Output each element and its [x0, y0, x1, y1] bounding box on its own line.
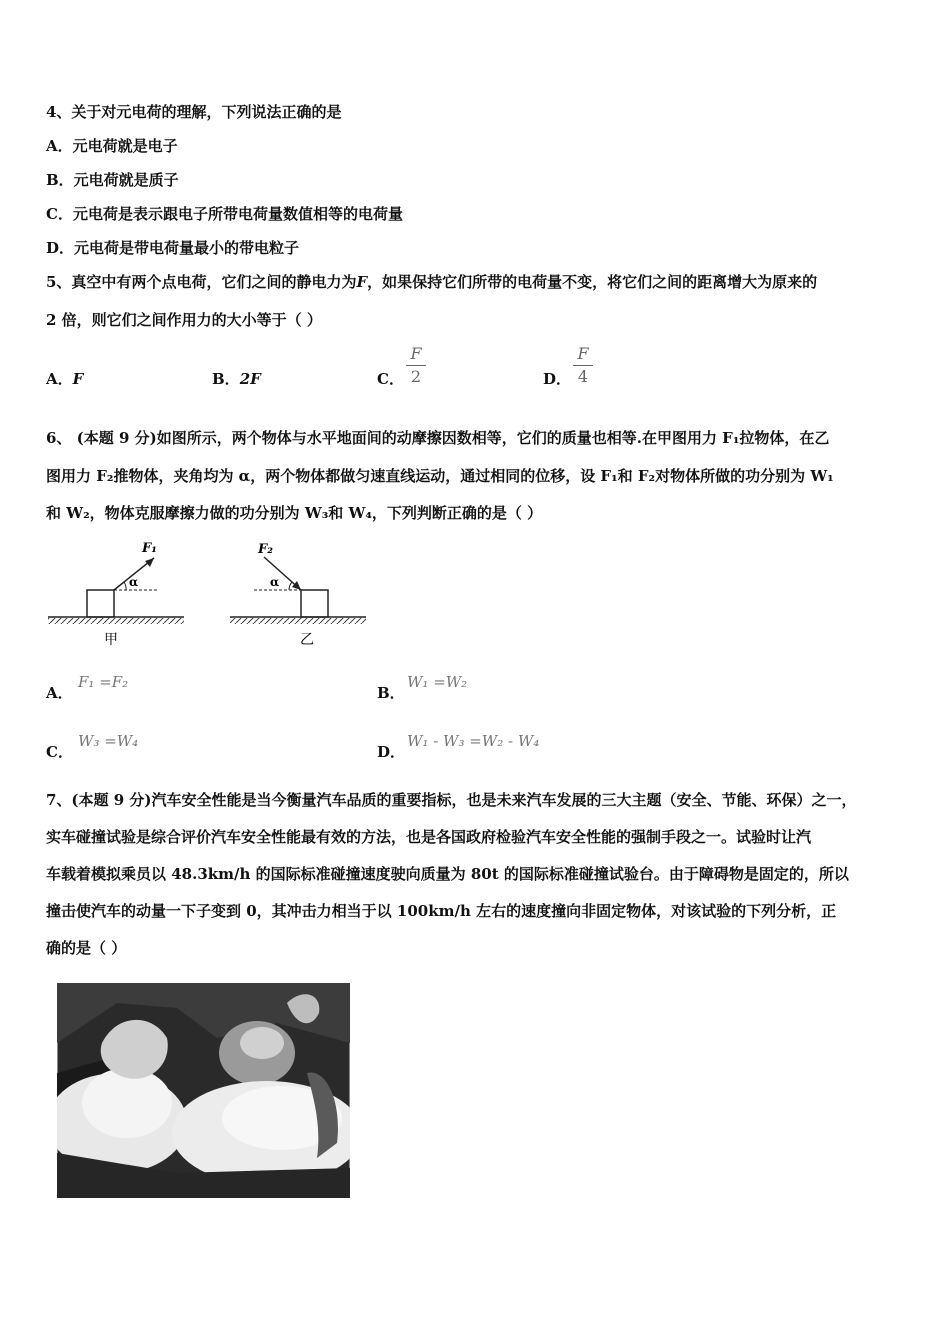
label-f2: F₂ [258, 542, 273, 557]
q6-figures [44, 533, 374, 653]
figure-yi [230, 542, 366, 648]
q7-stem-line2: 实车碰撞试验是综合评价汽车安全性能最有效的方法，也是各国政府检验汽车安全性能的强制手段之一。试验时让汽 [46, 828, 812, 846]
label-alpha-left: α [129, 575, 139, 589]
q6-option-a-equation: F₁ =F₂ [78, 673, 129, 691]
q5-stem-line2: 2 倍，则它们之间作用力的大小等于（ ） [46, 311, 322, 329]
q5-option-d-label: D． [543, 370, 572, 388]
caption-jia: 甲 [104, 632, 118, 648]
label-alpha-right: α [270, 575, 280, 589]
q6-stem-line1: 6、 (本题 9 分)如图所示，两个物体与水平地面间的动摩擦因数相等，它们的质量也相等.在甲图用力 F₁拉物体，在乙 [46, 429, 830, 447]
q5-option-a: A．F [46, 370, 84, 388]
q4-option-d: D．元电荷是带电荷量最小的带电粒子 [46, 239, 300, 257]
q5-option-c-label: C． [377, 370, 404, 388]
q6-option-d-equation: W₁ - W₃ =W₂ - W₄ [407, 732, 540, 750]
q6-option-d-label: D． [377, 743, 406, 761]
q6-option-c-label: C． [46, 743, 73, 761]
q5-option-b: B．2F [212, 370, 261, 388]
q6-option-b-equation: W₁ =W₂ [407, 673, 468, 691]
q7-stem-line4: 撞击使汽车的动量一下子变到 0，其冲击力相当于以 100km/h 左右的速度撞向非固定物体，对该试验的下列分析，正 [46, 902, 837, 920]
q4-option-a: A．元电荷就是电子 [46, 137, 178, 155]
q5-stem-line1: 5、真空中有两个点电荷，它们之间的静电力为F，如果保持它们所带的电荷量不变，将它们之间的距离增大为原来的 [46, 273, 818, 291]
q6-stem-line3: 和 W₂，物体克服摩擦力做的功分别为 W₃和 W₄，下列判断正确的是（ ） [46, 504, 543, 522]
q5-option-c-fraction: F 2 [406, 345, 426, 386]
q4-stem: 4、关于对元电荷的理解，下列说法正确的是 [46, 103, 342, 121]
q5-option-d-fraction: F 4 [573, 345, 593, 386]
q6-option-a-label: A． [46, 684, 73, 702]
q6-stem-line2: 图用力 F₂推物体，夹角均为 α，两个物体都做匀速直线运动，通过相同的位移，设 F₁和 F₂对物体所做的功分别为 W₁ [46, 467, 834, 485]
q6-option-b-label: B． [377, 684, 405, 702]
label-f1: F₁ [142, 541, 157, 556]
q4-option-c: C．元电荷是表示跟电子所带电荷量数值相等的电荷量 [46, 205, 403, 223]
q7-stem-line5: 确的是（ ） [46, 939, 127, 957]
crash-test-photo [57, 983, 350, 1198]
figure-jia [48, 541, 184, 648]
caption-yi: 乙 [300, 632, 314, 648]
q6-option-c-equation: W₃ =W₄ [78, 732, 139, 750]
q7-stem-line3: 车载着模拟乘员以 48.3km/h 的国际标准碰撞速度驶向质量为 80t 的国际标准碰撞试验台。由于障碍物是固定的，所以 [46, 865, 849, 883]
q4-option-b: B．元电荷就是质子 [46, 171, 179, 189]
block-yi [301, 590, 328, 617]
q7-stem-line1: 7、(本题 9 分)汽车安全性能是当今衡量汽车品质的重要指标，也是未来汽车发展的三大主题（安全、节能、环保）之一， [46, 791, 857, 809]
block-jia [87, 590, 114, 617]
